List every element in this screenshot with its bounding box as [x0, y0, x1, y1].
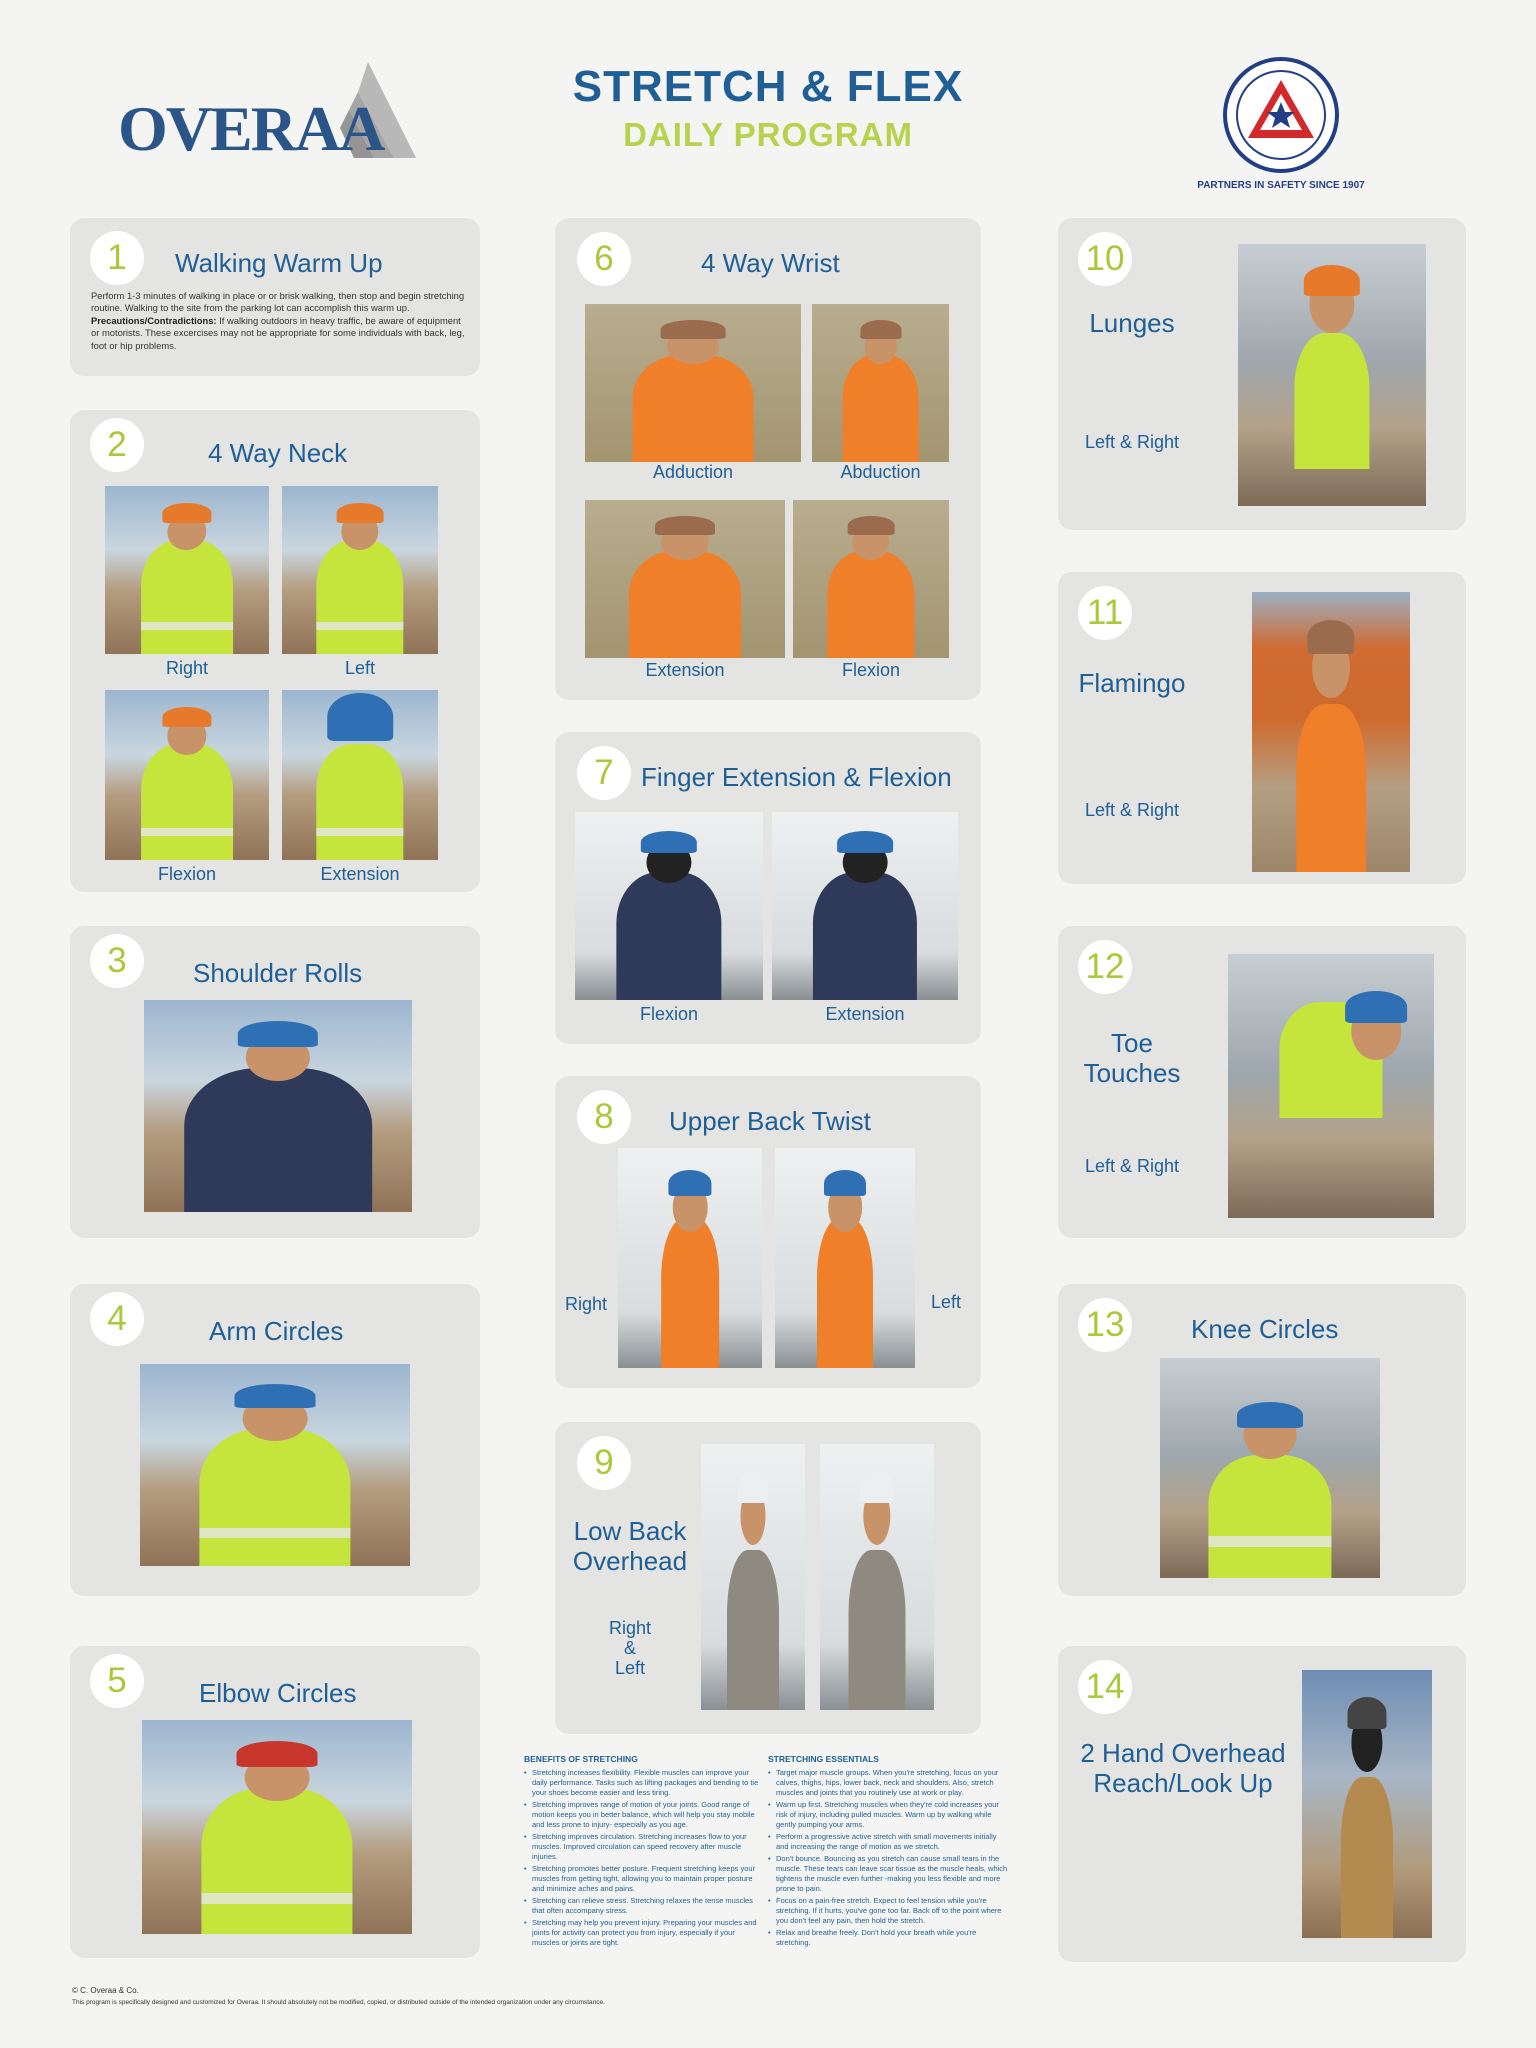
- caption: Right: [564, 1294, 608, 1314]
- exercise-card-low-back-overhead: [555, 1422, 981, 1734]
- toe-touches-photo: [1228, 954, 1434, 1218]
- overaa-logo: [118, 58, 418, 168]
- neck-right-photo: [105, 486, 269, 654]
- caption: Flexion: [841, 660, 901, 680]
- essential-item: • Don't bounce. Bouncing as you stretch can cause small tears in the muscle. These tears can leave scar tissue as the muscle heals, which tightens the muscle even further -making you less flexible and more prone to pain.: [768, 1854, 1008, 1894]
- wrist-adduction-photo: [585, 304, 801, 462]
- exercise-title: Walking Warm Up: [175, 248, 383, 278]
- exercise-card-4-way-wrist: [555, 218, 981, 700]
- exercise-title-line-2: Reach/Look Up: [1093, 1768, 1273, 1798]
- caption: Extension: [825, 1004, 905, 1024]
- step-number: 3: [90, 934, 144, 988]
- exercise-title-line-2: Overhead: [572, 1546, 688, 1576]
- overaa-logo-text: OVERAA: [118, 93, 384, 164]
- essential-item: • Warm up first. Stretching muscles when they're cold increases your risk of injury, including pulled muscles. Warm up by walking while gently pumping your arms.: [768, 1800, 1008, 1830]
- caption: Abduction: [840, 462, 921, 482]
- step-number: 4: [90, 1292, 144, 1346]
- step-number: 6: [577, 232, 631, 286]
- exercise-card-upper-back-twist: [555, 1076, 981, 1388]
- exercise-card-flamingo: [1058, 572, 1466, 884]
- exercise-title-line-1: Toe: [1111, 1028, 1153, 1058]
- exercise-card-2-hand-overhead-reach: [1058, 1646, 1466, 1962]
- page-title: STRETCH & FLEX: [572, 62, 964, 111]
- caption: Right: [165, 658, 209, 678]
- exercise-card-toe-touches: [1058, 926, 1466, 1238]
- precaution-label: Precautions/Contradictions:: [91, 314, 217, 326]
- step-number: 7: [577, 746, 631, 800]
- step-number: 10: [1078, 232, 1132, 286]
- exercise-title: 4 Way Wrist: [701, 248, 840, 278]
- partners-tagline: PARTNERS IN SAFETY SINCE 1907: [1197, 180, 1365, 191]
- exercise-title-line-2: Touches: [1083, 1058, 1181, 1088]
- essential-item: • Relax and breathe freely. Don't hold your breath while you're stretching.: [768, 1928, 1008, 1948]
- step-number: 12: [1078, 940, 1132, 994]
- copyright: © C. Overaa & Co.: [72, 1986, 139, 1995]
- step-number: 9: [577, 1436, 631, 1490]
- caption: Left: [930, 1292, 962, 1312]
- exercise-title-line-1: 2 Hand Overhead: [1080, 1738, 1286, 1768]
- exercise-title: Arm Circles: [209, 1316, 344, 1346]
- cal-osha-seal-icon: [1222, 56, 1340, 174]
- wrist-abduction-photo: [812, 304, 949, 462]
- neck-left-photo: [282, 486, 438, 654]
- exercise-title: Flamingo: [1078, 668, 1186, 698]
- step-number: 1: [90, 231, 144, 285]
- side-label: Left & Right: [1084, 1156, 1180, 1176]
- exercise-card-walking-warm-up: [70, 218, 480, 376]
- essential-item: • Target major muscle groups. When you're stretching, focus on your calves, thighs, hips, lower back, neck and shoulders. Also, stretch muscles and joints that you routinely use at work or play.: [768, 1768, 1008, 1798]
- benefits-of-stretching: [524, 1754, 760, 1950]
- side-label: Left & Right: [1084, 432, 1180, 452]
- caption: Adduction: [652, 462, 734, 482]
- exercise-title: Upper Back Twist: [669, 1106, 871, 1136]
- exercise-title: Lunges: [1089, 308, 1175, 338]
- step-number: 2: [90, 418, 144, 472]
- benefit-item: • Stretching improves range of motion of your joints. Good range of motion keeps you in better balance, which will help you stay mobile and less prone to injury- especially as you age.: [524, 1800, 760, 1830]
- finger-flexion-photo: [575, 812, 763, 1000]
- step-number: 11: [1078, 586, 1132, 640]
- caption: Left: [344, 658, 376, 678]
- exercise-card-knee-circles: [1058, 1284, 1466, 1596]
- back-twist-left-photo: [775, 1148, 915, 1368]
- essentials-heading: STRETCHING ESSENTIALS: [768, 1754, 879, 1764]
- elbow-circles-photo: [142, 1720, 412, 1934]
- step-number: 14: [1078, 1660, 1132, 1714]
- wrist-extension-photo: [585, 500, 785, 658]
- back-twist-right-photo: [618, 1148, 762, 1368]
- benefits-heading: BENEFITS OF STRETCHING: [524, 1754, 638, 1764]
- caption: Extension: [645, 660, 725, 680]
- exercise-description: [91, 290, 466, 352]
- neck-extension-photo: [282, 690, 438, 860]
- caption: Extension: [320, 864, 400, 884]
- arm-circles-photo: [140, 1364, 410, 1566]
- side-label-line-3: Left: [614, 1658, 646, 1678]
- exercise-title-line-1: Low Back: [573, 1516, 687, 1546]
- exercise-card-finger-extension-flexion: [555, 732, 981, 1044]
- step-number: 5: [90, 1654, 144, 1708]
- benefit-item: • Stretching improves circulation. Stretching increases flow to your muscles. Improved circulation can speed recovery after muscle injuries.: [524, 1832, 760, 1862]
- exercise-title: 4 Way Neck: [208, 438, 348, 468]
- stretching-essentials: [768, 1754, 1008, 1950]
- benefit-item: • Stretching may help you prevent injury. Preparing your muscles and joints for activity can protect you from injury, especially if your muscles or joints are tight.: [524, 1918, 760, 1948]
- exercise-title: Finger Extension & Flexion: [641, 762, 952, 792]
- step-number: 13: [1078, 1298, 1132, 1352]
- benefit-item: • Stretching increases flexibility. Flexible muscles can improve your daily performance. Tasks such as lifting packages and bending to tie your shoes become easier and less tiring.: [524, 1768, 760, 1798]
- benefit-item: • Stretching can relieve stress. Stretching relaxes the tense muscles that often accompany stress.: [524, 1896, 760, 1916]
- low-back-right-photo: [701, 1444, 805, 1710]
- neck-flexion-photo: [105, 690, 269, 860]
- description-text: Perform 1-3 minutes of walking in place or or brisk walking, then stop and begin stretching routine. Walking to the site from the parking lot can accomplish this warm up.: [91, 290, 465, 314]
- exercise-card-arm-circles: [70, 1284, 480, 1596]
- wrist-flexion-photo: [793, 500, 949, 658]
- essential-item: • Perform a progressive active stretch with small movements initially and increasing the range of motion as we stretch.: [768, 1832, 1008, 1852]
- essential-item: • Focus on a pain-free stretch. Expect to feel tension while you're stretching. If it hurts, you've gone too far. Back off to the point where you don't feel any pain, then hold the stretch.: [768, 1896, 1008, 1926]
- page-subtitle: DAILY PROGRAM: [623, 116, 913, 153]
- exercise-title: Shoulder Rolls: [193, 958, 363, 988]
- side-label-line-2: &: [623, 1638, 636, 1658]
- finger-extension-photo: [772, 812, 958, 1000]
- exercise-title: Elbow Circles: [199, 1678, 357, 1708]
- side-label: Left & Right: [1084, 800, 1180, 820]
- exercise-card-elbow-circles: [70, 1646, 480, 1958]
- exercise-card-lunges: [1058, 218, 1466, 530]
- exercise-card-4-way-neck: [70, 410, 480, 892]
- distribution-notice: This program is specifically designed and customized for Overaa. It should absolutely not be modified, copied, or distributed outside of the intended organization under any circumstance.: [72, 1999, 605, 2006]
- low-back-left-photo: [820, 1444, 934, 1710]
- flamingo-photo: [1252, 592, 1410, 872]
- knee-circles-photo: [1160, 1358, 1380, 1578]
- precaution-text: If walking outdoors in heavy traffic, be aware of equipment or motorists. These excercises may not be appropriate for some individuals with back, leg, foot or hip problems.: [91, 314, 465, 351]
- exercise-title: Knee Circles: [1191, 1314, 1339, 1344]
- benefit-item: • Stretching promotes better posture. Frequent stretching keeps your muscles from getting tight, allowing you to maintain proper posture and minimize aches and pains.: [524, 1864, 760, 1894]
- lunges-photo: [1238, 244, 1426, 506]
- step-number: 8: [577, 1090, 631, 1144]
- shoulder-rolls-photo: [144, 1000, 412, 1212]
- caption: Flexion: [639, 1004, 699, 1024]
- side-label-line-1: Right: [608, 1618, 652, 1638]
- exercise-card-shoulder-rolls: [70, 926, 480, 1238]
- vpp-seal: [1222, 56, 1340, 174]
- overhead-reach-photo: [1302, 1670, 1432, 1938]
- caption: Flexion: [157, 864, 217, 884]
